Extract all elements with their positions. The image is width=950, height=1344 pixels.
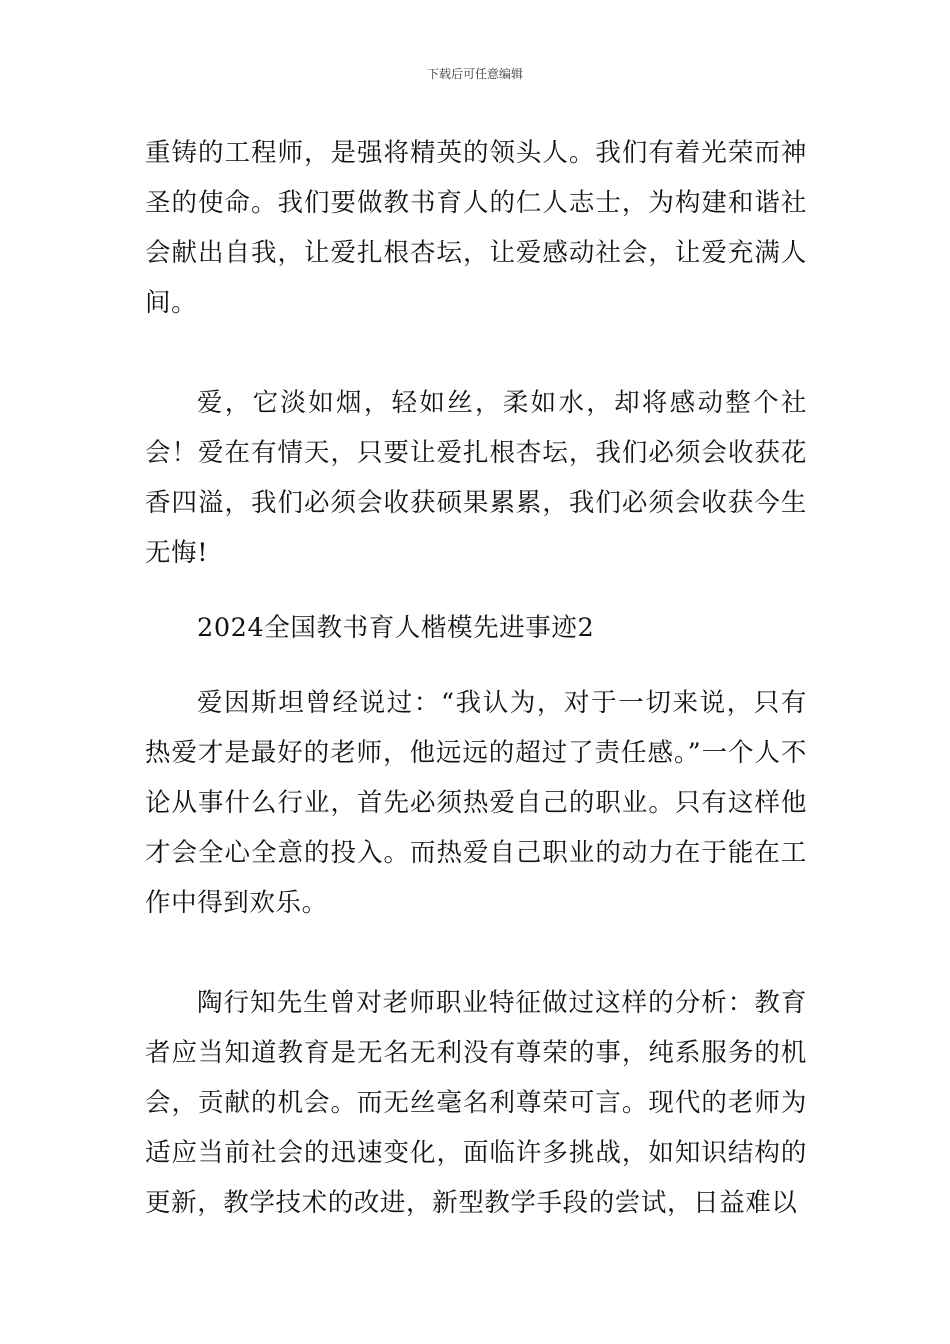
paragraph-spacer: [145, 578, 807, 603]
section-heading: 2024全国教书育人楷模先进事迹2: [197, 613, 595, 643]
document-body: [145, 128, 807, 1228]
paragraph: 爱因斯坦曾经说过：“我认为，对于一切来说，只有热爱才是最好的老师，他远远的超过了责任感。”一个人不论从事什么行业，首先必须热爱自己的职业。只有这样他才会全心全意的投入。而热爱自己职业的动力在于能在工作中得到欢乐。: [145, 688, 807, 918]
paragraph: 陶行知先生曾对老师职业特征做过这样的分析：教育者应当知道教育是无名无利没有尊荣的事，纯系服务的机会，贡献的机会。而无丝毫名利尊荣可言。现代的老师为适应当前社会的迅速变化，面临许多挑战，如知识结构的更新，教学技术的改进，新型教学手段的尝试，日益难以: [145, 988, 807, 1218]
paragraph: 爱，它淡如烟，轻如丝，柔如水，却将感动整个社会！爱在有情天，只要让爱扎根杏坛，我们必须会收获花香四溢，我们必须会收获硕果累累，我们必须会收获今生无悔!: [145, 388, 807, 568]
paragraph-continued: 重铸的工程师，是强将精英的领头人。我们有着光荣而神圣的使命。我们要做教书育人的仁人志士，为构建和谐社会献出自我，让爱扎根杏坛，让爱感动社会，让爱充满人间。: [145, 138, 807, 318]
paragraph-spacer: [145, 928, 807, 978]
paragraph-spacer: [145, 328, 807, 378]
paragraph-spacer: [145, 653, 807, 678]
page-header: 下载后可任意编辑: [426, 67, 523, 81]
